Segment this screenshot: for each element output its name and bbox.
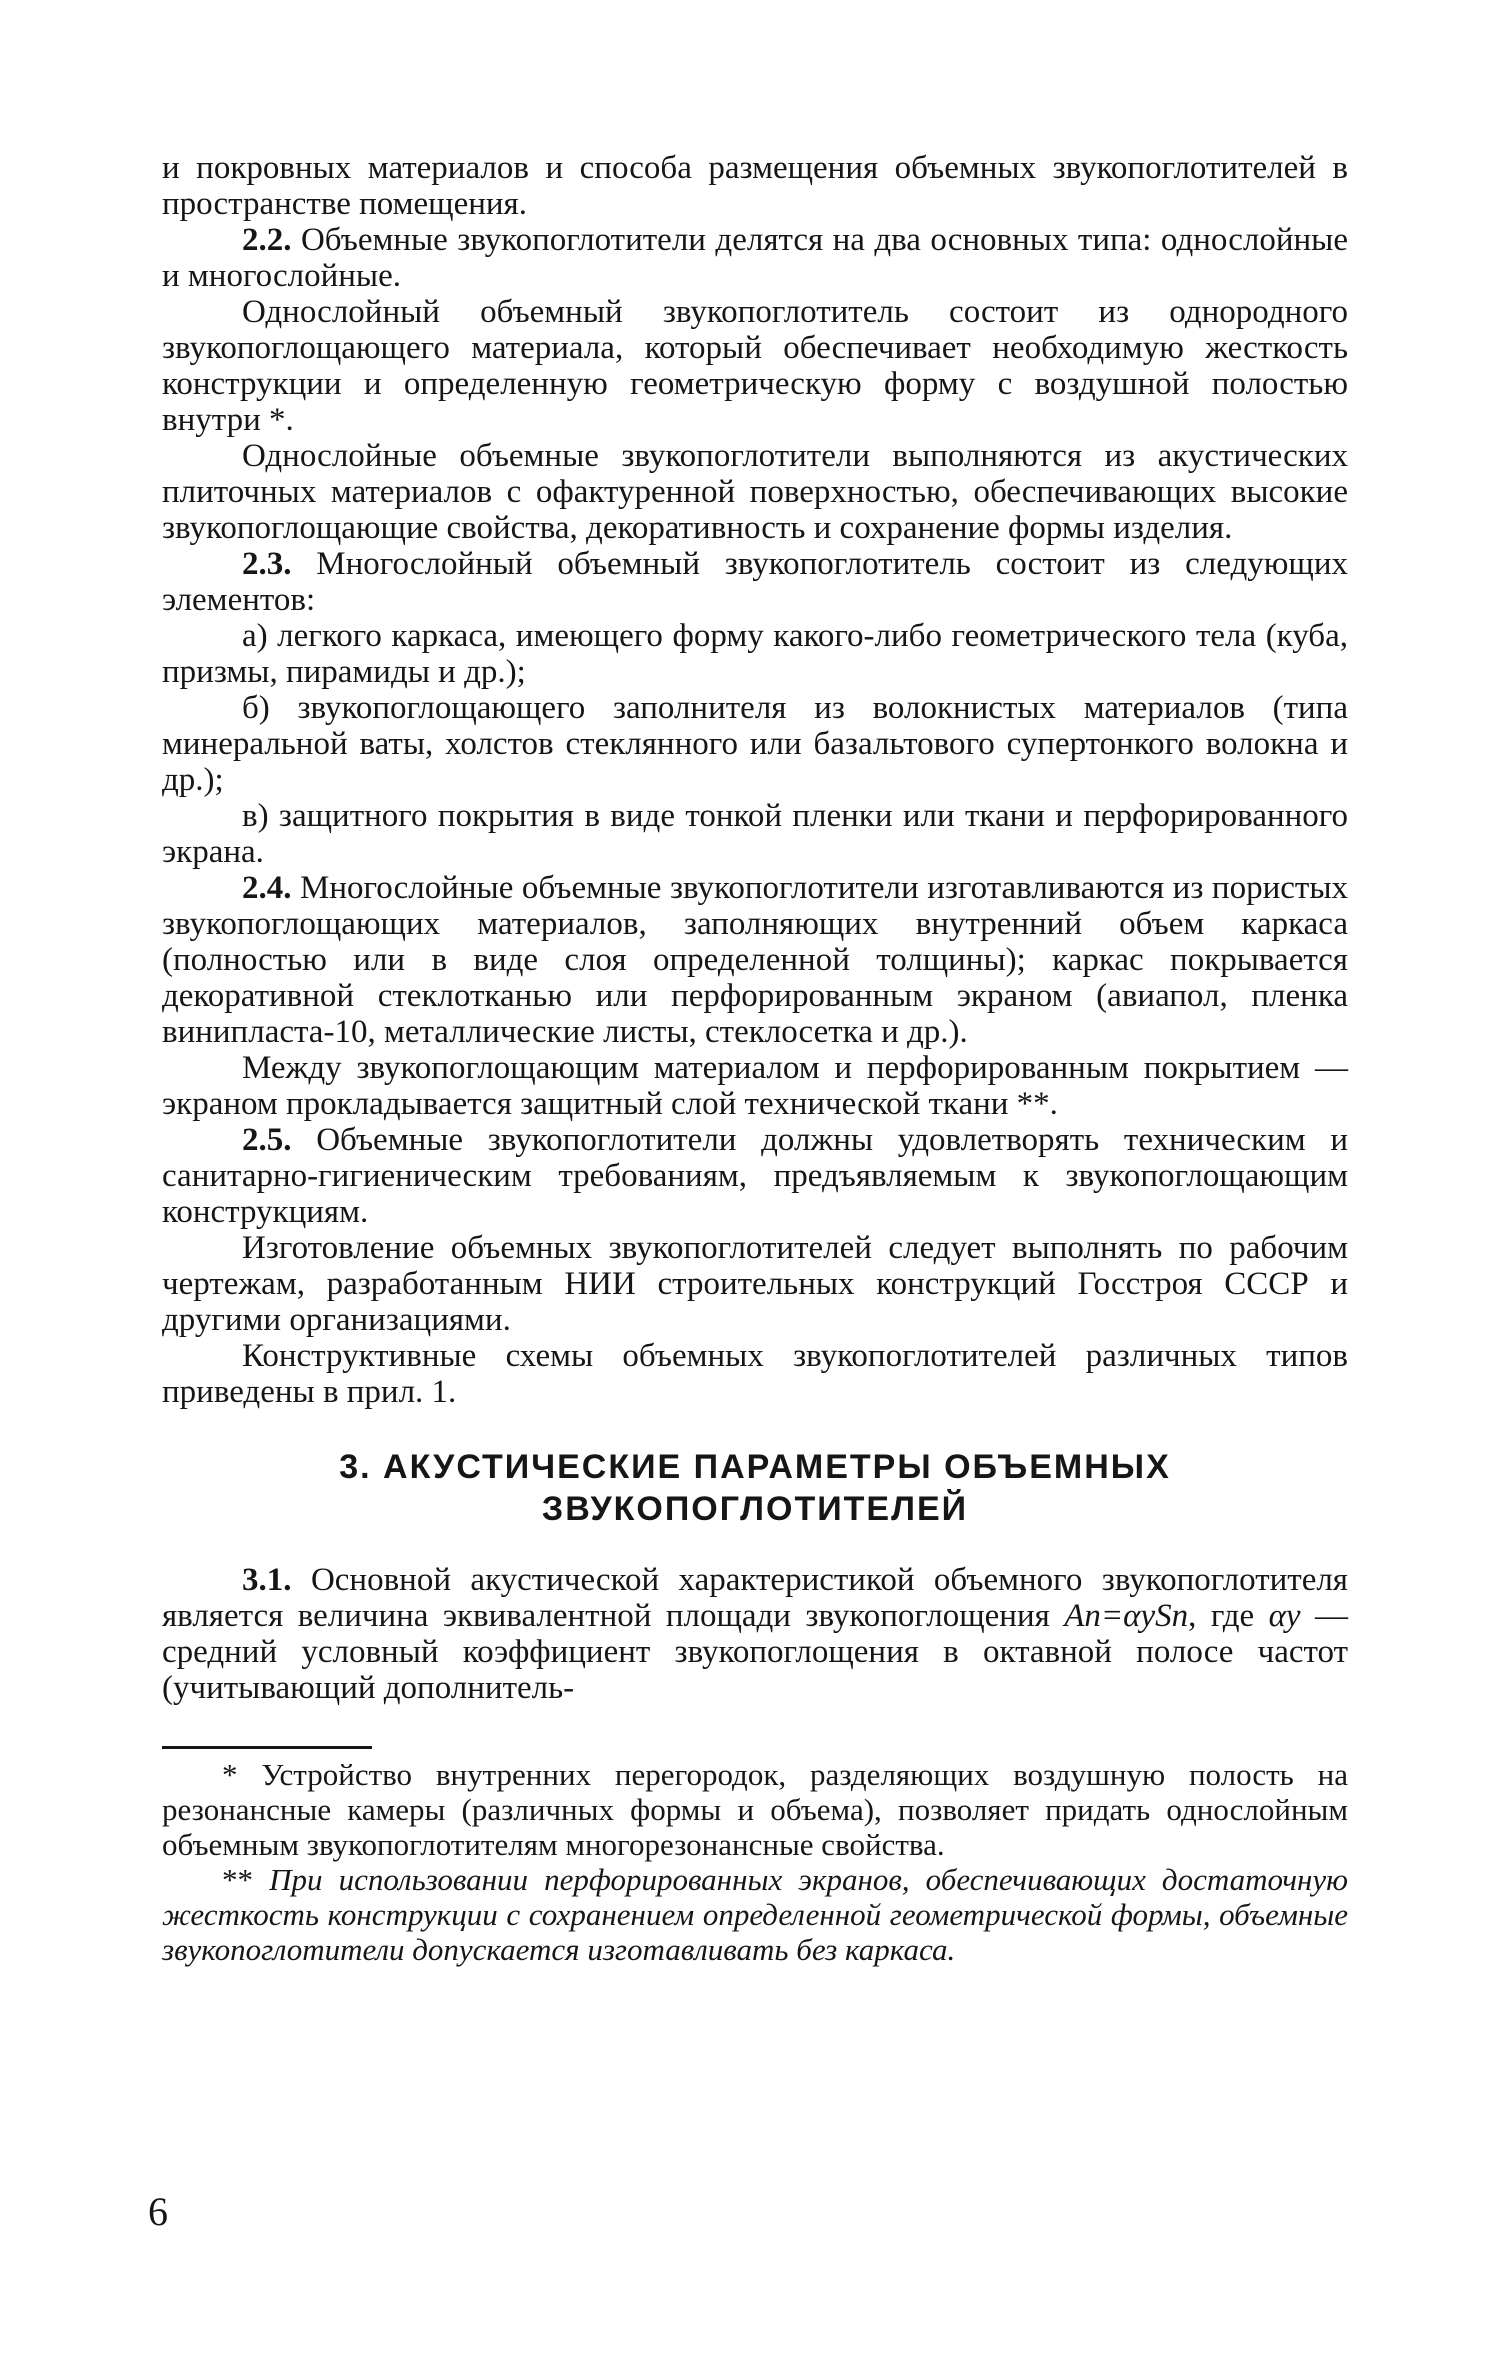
paragraph-text: Объемные звукопоглотители должны удовлетворять техническим и санитарно-гигиеническим требованиям, предъявляемым к звукопоглощающим конструкциям. [162, 1122, 1348, 1230]
clause-number: 2.5. [242, 1122, 292, 1158]
list-item-c: в) защитного покрытия в виде тонкой пленки или ткани и перфорированного экрана. [162, 798, 1348, 870]
paragraph-design-schemes: Конструктивные схемы объемных звукопоглотителей различных типов приведены в прил. 1. [162, 1338, 1348, 1410]
formula-symbol: αy [1268, 1598, 1301, 1634]
paragraph-text: Многослойные объемные звукопоглотители изготавливаются из пористых звукопоглощающих материалов, заполняющих внутренний объем каркаса (полностью или в виде слоя определенной толщины); каркас покрывается декоративной стеклотканью или перфорированным экраном (авиапол, пленка винипласта-10, металлические листы, стеклосетка и др.). [162, 870, 1348, 1050]
footnote-2 [162, 1862, 1348, 1967]
paragraph-2-4 [162, 870, 1348, 1050]
paragraph-protective-layer: Между звукопоглощающим материалом и перфорированным покрытием — экраном прокладывается защитный слой технической ткани **. [162, 1050, 1348, 1122]
section-heading-line1: 3. АКУСТИЧЕСКИЕ ПАРАМЕТРЫ ОБЪЕМНЫХ [339, 1448, 1171, 1486]
footnote-1: * Устройство внутренних перегородок, разделяющих воздушную полость на резонансные камеры (различных формы и объема), позволяет придать однослойным объемным звукопоглотителям многорезонансные свойства. [162, 1757, 1348, 1862]
paragraph-text: Многослойный объемный звукопоглотитель состоит из следующих элементов: [162, 546, 1348, 618]
paragraph-2-2 [162, 222, 1348, 294]
paragraph-single-layer-materials: Однослойные объемные звукопоглотители выполняются из акустических плиточных материалов с офактуренной поверхностью, обеспечивающих высокие звукопоглощающие свойства, декоративность и сохранение формы изделия. [162, 438, 1348, 546]
footnote-text: При использовании перфорированных экранов, обеспечивающих достаточную жесткость конструкции с сохранением определенной геометрической формы, объемные звукопоглотители допускается изготавливать без каркаса. [162, 1862, 1348, 1967]
clause-number: 3.1. [242, 1562, 292, 1598]
footnote-divider [162, 1746, 372, 1749]
list-item-b: б) звукопоглощающего заполнителя из волокнистых материалов (типа минеральной ваты, холстов стеклянного или базальтового супертонкого волокна и др.); [162, 690, 1348, 798]
paragraph-2-5 [162, 1122, 1348, 1230]
section-heading [162, 1446, 1348, 1530]
clause-number: 2.3. [242, 546, 292, 582]
page-number: 6 [148, 2189, 168, 2234]
list-item-a: а) легкого каркаса, имеющего форму какого-либо геометрического тела (куба, призмы, пирамиды и др.); [162, 618, 1348, 690]
paragraph-text: , где [1188, 1598, 1269, 1634]
paragraph-2-3 [162, 546, 1348, 618]
paragraph-single-layer: Однослойный объемный звукопоглотитель состоит из однородного звукопоглощающего материала, который обеспечивает необходимую жесткость конструкции и определенную геометрическую форму с воздушной полостью внутри *. [162, 294, 1348, 438]
paragraph-text: — средний условный коэффициент звукопоглощения в октавной полосе частот (учитывающий дополнитель- [162, 1598, 1348, 1706]
clause-number: 2.4. [242, 870, 292, 906]
document-page [162, 150, 1348, 1967]
footnotes [162, 1757, 1348, 1967]
paragraph-text: Основной акустической характеристикой объемного звукопоглотителя является величина эквивалентной площади звукопоглощения [162, 1562, 1348, 1634]
paragraph-continuation: и покровных материалов и способа размещения объемных звукопоглотителей в пространстве помещения. [162, 150, 1348, 222]
formula: An=αySn [1064, 1598, 1189, 1634]
paragraph-3-1 [162, 1562, 1348, 1706]
paragraph-text: Объемные звукопоглотители делятся на два основных типа: однослойные и многослойные. [162, 222, 1348, 294]
clause-number: 2.2. [242, 222, 292, 258]
paragraph-manufacturing: Изготовление объемных звукопоглотителей следует выполнять по рабочим чертежам, разработанным НИИ строительных конструкций Госстроя СССР и другими организациями. [162, 1230, 1348, 1338]
footnote-mark: ** [222, 1862, 253, 1897]
section-heading-line2: ЗВУКОПОГЛОТИТЕЛЕЙ [541, 1490, 969, 1528]
